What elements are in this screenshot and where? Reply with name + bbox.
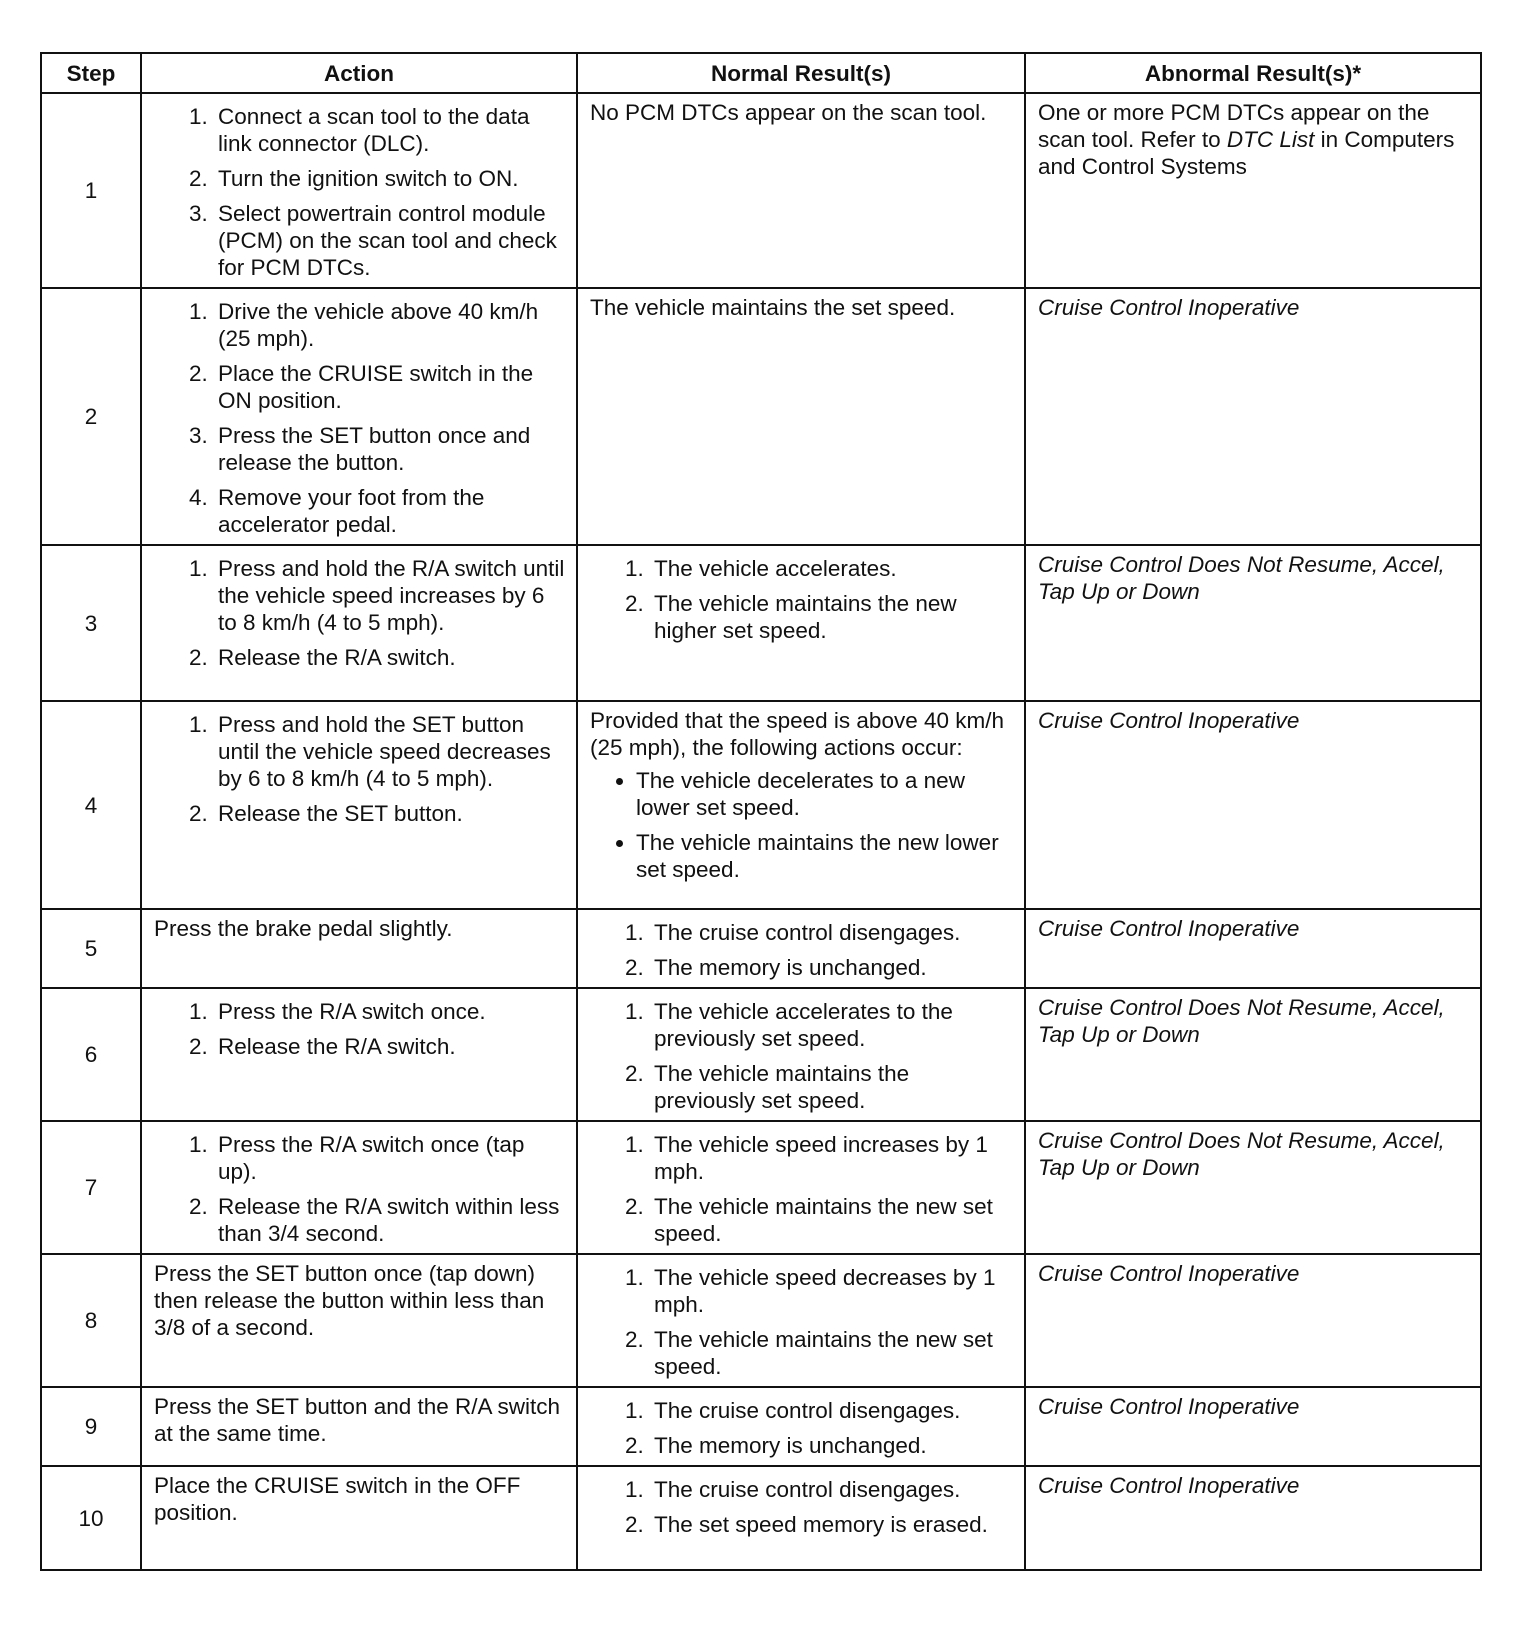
normal-item: 2. The vehicle maintains the previously set speed. <box>650 1060 1014 1114</box>
table-row <box>41 701 1481 909</box>
normal-item: 2. The vehicle maintains the new higher set speed. <box>650 590 1014 644</box>
step-number: 7 <box>41 1121 141 1254</box>
normal-list <box>590 1397 1014 1459</box>
step-number: 4 <box>41 701 141 909</box>
normal-result-cell <box>577 93 1025 288</box>
action-cell <box>141 1121 577 1254</box>
step-number: 2 <box>41 288 141 545</box>
normal-item: 1. The cruise control disengages. <box>650 919 1014 946</box>
header-row <box>41 53 1481 93</box>
abnormal-text: Cruise Control Does Not Resume, Accel, Tap Up or Down <box>1038 1128 1445 1180</box>
step-number: 3 <box>41 545 141 701</box>
normal-result-cell <box>577 1466 1025 1570</box>
normal-text: No PCM DTCs appear on the scan tool. <box>590 100 987 125</box>
header-action: Action <box>141 53 577 93</box>
abnormal-text: One or more PCM DTCs appear on the scan tool. Refer to DTC List in Computers and Control Systems <box>1038 100 1455 179</box>
normal-result-cell <box>577 288 1025 545</box>
action-item: 1. Press and hold the R/A switch until the vehicle speed increases by 6 to 8 km/h (4 to 5 mph). <box>214 555 566 636</box>
action-item: 4. Remove your foot from the accelerator pedal. <box>214 484 566 538</box>
normal-result-cell <box>577 909 1025 988</box>
normal-item: 2. The set speed memory is erased. <box>650 1511 1014 1538</box>
normal-list <box>590 1264 1014 1380</box>
action-cell <box>141 1387 577 1466</box>
normal-item: 1. The cruise control disengages. <box>650 1476 1014 1503</box>
action-item: 1. Drive the vehicle above 40 km/h (25 mph). <box>214 298 566 352</box>
header-normal-results: Normal Result(s) <box>577 53 1025 93</box>
normal-item: 2. The memory is unchanged. <box>650 1432 1014 1459</box>
action-item: 3. Press the SET button once and release the button. <box>214 422 566 476</box>
normal-list <box>590 1476 1014 1538</box>
normal-result-cell <box>577 1254 1025 1387</box>
abnormal-text: Cruise Control Inoperative <box>1038 1261 1300 1286</box>
normal-item: 1. The vehicle speed increases by 1 mph. <box>650 1131 1014 1185</box>
abnormal-result-cell <box>1025 701 1481 909</box>
normal-result-cell <box>577 1121 1025 1254</box>
normal-list <box>590 998 1014 1114</box>
normal-text: Provided that the speed is above 40 km/h (25 mph), the following actions occur: <box>590 708 1005 760</box>
normal-item: 2. The vehicle maintains the new set speed. <box>650 1193 1014 1247</box>
table-row <box>41 1254 1481 1387</box>
action-item: 2. Release the R/A switch. <box>214 644 566 671</box>
normal-list <box>590 555 1014 644</box>
abnormal-result-cell <box>1025 1387 1481 1466</box>
action-list <box>154 711 566 827</box>
action-item: 2. Release the R/A switch within less than 3/4 second. <box>214 1193 566 1247</box>
normal-item: 1. The vehicle speed decreases by 1 mph. <box>650 1264 1014 1318</box>
action-text: Press the brake pedal slightly. <box>154 916 453 941</box>
abnormal-text: Cruise Control Does Not Resume, Accel, Tap Up or Down <box>1038 995 1445 1047</box>
abnormal-result-cell <box>1025 988 1481 1121</box>
action-cell <box>141 545 577 701</box>
action-cell <box>141 1466 577 1570</box>
normal-result-cell <box>577 988 1025 1121</box>
action-item: 1. Press the R/A switch once (tap up). <box>214 1131 566 1185</box>
normal-item: 1. The vehicle accelerates to the previously set speed. <box>650 998 1014 1052</box>
table-row <box>41 288 1481 545</box>
step-number: 8 <box>41 1254 141 1387</box>
abnormal-text: Cruise Control Inoperative <box>1038 916 1300 941</box>
action-item: 1. Connect a scan tool to the data link connector (DLC). <box>214 103 566 157</box>
abnormal-result-cell <box>1025 1121 1481 1254</box>
action-item: 1. Press the R/A switch once. <box>214 998 566 1025</box>
table-row <box>41 909 1481 988</box>
action-cell <box>141 988 577 1121</box>
abnormal-text: Cruise Control Inoperative <box>1038 295 1300 320</box>
abnormal-result-cell <box>1025 1254 1481 1387</box>
action-list <box>154 998 566 1060</box>
normal-item: 1. The cruise control disengages. <box>650 1397 1014 1424</box>
action-cell <box>141 1254 577 1387</box>
normal-result-cell <box>577 1387 1025 1466</box>
normal-result-cell <box>577 545 1025 701</box>
action-list <box>154 298 566 538</box>
action-item: 2. Place the CRUISE switch in the ON position. <box>214 360 566 414</box>
step-number: 10 <box>41 1466 141 1570</box>
table-row <box>41 988 1481 1121</box>
header-step: Step <box>41 53 141 93</box>
table-row <box>41 1121 1481 1254</box>
normal-bullets <box>590 767 1014 883</box>
normal-text: The vehicle maintains the set speed. <box>590 295 956 320</box>
step-number: 5 <box>41 909 141 988</box>
table-row <box>41 93 1481 288</box>
normal-item: 2. The memory is unchanged. <box>650 954 1014 981</box>
header-abnormal-results: Abnormal Result(s)* <box>1025 53 1481 93</box>
abnormal-result-cell <box>1025 288 1481 545</box>
action-cell <box>141 701 577 909</box>
normal-result-cell <box>577 701 1025 909</box>
action-cell <box>141 909 577 988</box>
step-number: 6 <box>41 988 141 1121</box>
diagnostic-table <box>40 52 1482 1571</box>
action-cell <box>141 288 577 545</box>
dtc-list-reference: DTC List <box>1226 127 1315 152</box>
action-item: 1. Press and hold the SET button until the vehicle speed decreases by 6 to 8 km/h (4 to 5 mph). <box>214 711 566 792</box>
action-item: 2. Release the R/A switch. <box>214 1033 566 1060</box>
normal-item: 2. The vehicle maintains the new set speed. <box>650 1326 1014 1380</box>
action-text: Press the SET button and the R/A switch at the same time. <box>154 1394 561 1446</box>
action-list <box>154 555 566 671</box>
normal-bullet: • The vehicle decelerates to a new lower set speed. <box>636 767 1014 821</box>
step-number: 1 <box>41 93 141 288</box>
normal-list <box>590 1131 1014 1247</box>
action-list <box>154 1131 566 1247</box>
step-number: 9 <box>41 1387 141 1466</box>
action-text: Press the SET button once (tap down) then release the button within less than 3/8 of a second. <box>154 1261 545 1340</box>
action-item: 2. Release the SET button. <box>214 800 566 827</box>
action-text: Place the CRUISE switch in the OFF position. <box>154 1473 521 1525</box>
abnormal-result-cell <box>1025 1466 1481 1570</box>
abnormal-text: Cruise Control Inoperative <box>1038 708 1300 733</box>
abnormal-result-cell <box>1025 93 1481 288</box>
abnormal-text: Cruise Control Inoperative <box>1038 1473 1300 1498</box>
normal-list <box>590 919 1014 981</box>
normal-item: 1. The vehicle accelerates. <box>650 555 1014 582</box>
abnormal-text: Cruise Control Inoperative <box>1038 1394 1300 1419</box>
action-item: 2. Turn the ignition switch to ON. <box>214 165 566 192</box>
abnormal-result-cell <box>1025 545 1481 701</box>
action-item: 3. Select powertrain control module (PCM) on the scan tool and check for PCM DTCs. <box>214 200 566 281</box>
table-row <box>41 1466 1481 1570</box>
table-row <box>41 545 1481 701</box>
abnormal-text: Cruise Control Does Not Resume, Accel, Tap Up or Down <box>1038 552 1445 604</box>
table-row <box>41 1387 1481 1466</box>
action-list <box>154 103 566 281</box>
abnormal-result-cell <box>1025 909 1481 988</box>
normal-bullet: • The vehicle maintains the new lower set speed. <box>636 829 1014 883</box>
action-cell <box>141 93 577 288</box>
